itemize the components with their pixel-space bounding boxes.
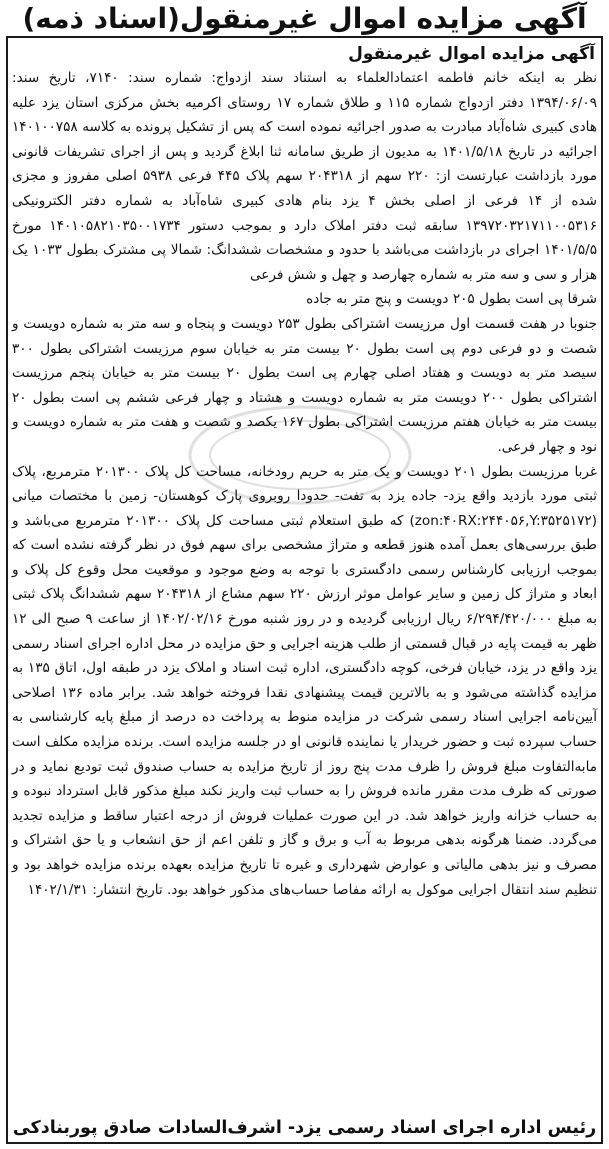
notice-subheading: آگهی مزایده اموال غیرمنقول: [348, 44, 595, 64]
notice-headline: آگهی مزایده اموال غیرمنقول(اسناد ذمه): [22, 2, 587, 35]
notice-signature: رئیس اداره اجرای اسناد رسمی یزد- اشرف‌السادات صادق پوربنادکی: [12, 1118, 597, 1138]
notice-paragraph-south: جنوبا در هفت قسمت اول مرزیست اشتراکی بطول ۲۵۳ دویست و پنجاه و سه متر به شماره دویست و شصت و دو فرعی دوم پی است بطول ۲۰ بیست متر به خیابان سوم مرزیست اشتراکی بطول ۳۰۰ سیصد متر به دویست و هفتاد اصلی چهارم پی است بطول ۲۰ بیست متر به خیابان پنجم مرزیست اشتراکی بطول ۲۰۰ دویست متر به شماره دویست و هشتاد و چهار فرعی ششم پی است بطول ۲۰ بیست متر به خیابان هفتم مرزیست اشتراکی بطول ۱۶۷ یکصد و شصت و هفت متر به شماره دویست و نود و چهار فرعی.: [12, 315, 598, 455]
notice-paragraph-west-terms: غربا مرزیست بطول ۲۰۱ دویست و یک متر به حریم رودخانه، مساحت کل پلاک ۲۰۱۳۰۰ مترمربع، پلاک ثبتی مورد بازدید واقع یزد- جاده یزد به تفت- حدودا روبروی پارک کوهستان- زمین با مختصات میانی (zon:۴۰RX:۲۴۴۰۵۶,Y:۳۵۲۵۱۷۲) که طبق استعلام ثبتی مساحت کل پلاک ۲۰۱۳۰۰ مترمربع می‌باشد و طبق بررسی‌های بعمل آمده هنوز قطعه و متراژ مشخصی برای سهم فوق در نظر گرفته نشده است که بموجب ارزیابی کارشناس رسمی دادگستری با توجه به وضع موجود و موقعیت محل وقوع کل پلاک و ابعاد و متراژ کل زمین و سایر عوامل موثر ارزش ۲۲۰ سهم مشاع از ۲۰۴۳۱۸ سهم ششدانگ پلاک ثبتی به مبلغ ۶/۲۹۴/۴۲۰/۰۰۰ ریال ارزیابی گردیده و در روز شنبه مورخ ۱۴۰۲/۰۲/۱۶ از ساعت ۹ صبح الی ۱۲ ظهر به قیمت پایه در قبال قسمتی از طلب هزینه اجرایی و حق مزایده در محل اداره اجرای اسناد رسمی یزد واقع در یزد، خیابان فرخی، کوچه دادگستری، اداره ثبت اسناد و املاک یزد در طبقه اول، اتاق ۱۳۵ به مزایده گذاشته می‌شود و به بالاترین قیمت پیشنهادی نقدا فروخته خواهد شد. برابر ماده ۱۳۶ اصلاحی آیین‌نامه اجرایی اسناد رسمی شرکت در مزایده منوط به پرداخت ده درصد از مبلغ پایه کارشناسی به حساب سپرده ثبت و حضور خریدار یا نماینده قانونی او در جلسه مزایده است. برنده مزایده مکلف است مابه‌التفاوت مبلغ فروش را ظرف مدت پنج روز از تاریخ مزایده به حساب صندوق ثبت تودیع نماید و در صورتی که ظرف مدت مقرر مانده فروش را به حساب ثبت واریز نکند مبلغ مذکور قابل استرداد نبوده و به حساب خزانه واریز خواهد شد. در این صورت عملیات فروش از درجه اعتبار ساقط و مزایده تجدید می‌گردد. ضمنا هرگونه بدهی مربوط به آب و برق و گاز و تلفن اعم از حق انشعاب و یا حق اشتراک و مصرف و نیز بدهی مالیاتی و عوارض شهرداری و غیره تا تاریخ مزایده بعهده برنده مزایده خواهد بود و تنظیم سند انتقال اجرایی موکول به ارائه مفاصا حساب‌های مذکور خواهد بود. تاریخ انتشار: ۱۴۰۲/۱/۳۱: [11, 463, 597, 898]
notice-paragraph-intro: نظر به اینکه خانم فاطمه اعتمادالعلماء به استناد سند ازدواج: شماره سند: ۷۱۴۰، تاریخ سند: ۱۳۹۴/۰۶/۰۹ دفتر ازدواج شماره ۱۱۵ و طلاق شماره ۱۷ روستای اکرمیه بخش مرکزی استان یزد علیه هادی کبیری شاه‌آباد مبادرت به صدور اجرائیه نموده است که پس از تشکیل پرونده به کلاسه ۱۴۰۱۰۰۷۵۸ اجرائیه در تاریخ ۱۴۰۱/۵/۱۸ به مدیون از طریق سامانه ثنا ابلاغ گردید و پس از اجرای تشریفات قانونی مورد بازداشت عبارتست از: ۲۲۰ سهم از ۲۰۴۳۱۸ سهم پلاک ۴۴۵ فرعی ۵۹۳۸ اصلی مفروز و مجزی شده از ۱۴ فرعی از اصلی بخش ۴ یزد بنام هادی کبیری شاه‌آباد به شماره دفتر الکترونیکی ۱۳۹۷۲۰۳۲۱۷۱۱۰۰۵۳۱۶ سابقه ثبت دفتر املاک دارد و بموجب دستور ۱۴۰۱۰۵۸۲۱۰۳۵۰۰۱۷۳۴ مورخ ۱۴۰۱/۵/۵ اجرای در بازداشت می‌باشد با حدود و مشخصات ششدانگ: شمالا پی مشترک بطول ۱۰۳۳ یک هزار و سی و سه متر به شماره چهارصد و چهل و شش فرعی: [12, 70, 598, 283]
notice-paragraph-east: شرقا پی است بطول ۲۰۵ دویست و پنج متر به جاده: [306, 291, 597, 308]
notice-body: [12, 66, 597, 902]
